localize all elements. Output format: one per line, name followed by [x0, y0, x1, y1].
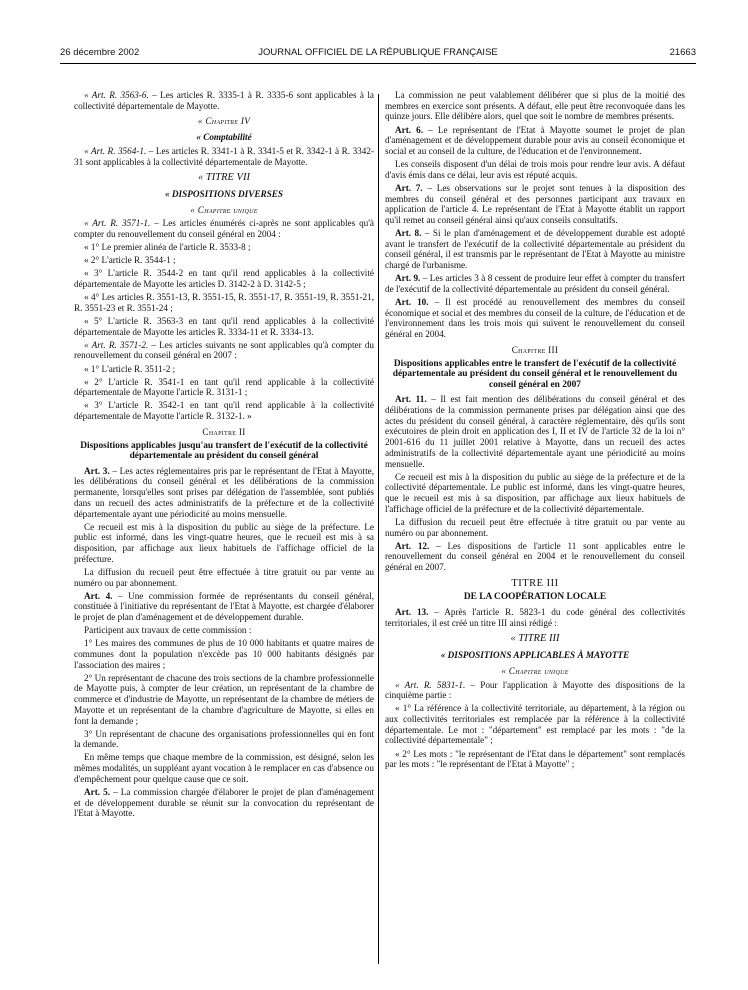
paragraph: La diffusion du recueil peut être effectuée à titre gratuit ou par vente au numéro ou par abonnement.	[385, 516, 685, 538]
list-item: 1° Les maires des communes de plus de 10 000 habitants et quatre maires de communes dont la population n'excède pas 10 000 habitants désignés par l'association des maires ;	[74, 638, 374, 670]
paragraph: « Art. R. 5831-1. – Pour l'application à Mayotte des dispositions de la cinquième partie :	[385, 679, 685, 701]
chapter-heading: Chapitre II	[202, 426, 246, 437]
chapter-title: Dispositions applicables entre le transfert de l'exécutif de la collectivité départementale au président du conseil général et le renouvellement du conseil général en 2007	[392, 358, 678, 390]
page-header	[60, 47, 696, 61]
list-item: « 2° L'article R. 3541-1 en tant qu'il rend applicable à la collectivité départementale de Mayotte l'article R. 3131-1 ;	[74, 376, 374, 398]
paragraph: La commission ne peut valablement délibérer que si plus de la moitié des membres en exercice sont présents. A défaut, elle peut être reconvoquée dans les quinze jours. Elle délibère alors, quel que soit le nombre de membres présents.	[385, 90, 685, 122]
title-heading: « TITRE VII	[198, 172, 250, 184]
title-heading: TITRE III	[511, 577, 559, 589]
chapter-heading: « Chapitre unique	[190, 204, 258, 215]
title-heading: « TITRE III	[510, 633, 560, 645]
column-separator	[378, 94, 379, 964]
paragraph: « Art. R. 3571-2. – Les articles suivants ne sont applicables qu'à compter du renouvellement du conseil général en 2007 :	[74, 339, 375, 361]
header-rule	[60, 63, 696, 64]
article: Art. 6. – Le représentant de l'Etat à Mayotte soumet le projet de plan d'aménagement et de développement durable pour avis au conseil économique et social et au conseil de la culture, de l'éducation et de l'environnement.	[385, 124, 685, 156]
title-subheading: DE LA COOPÉRATION LOCALE	[463, 592, 607, 603]
paragraph: Les conseils disposent d'un délai de trois mois pour rendre leur avis. A défaut d'avis émis dans ce délai, leur avis est réputé acquis.	[385, 159, 685, 180]
list-item: « 2° L'article R. 3544-1 ;	[84, 255, 176, 266]
header-date: 26 décembre 2002	[60, 47, 140, 58]
article: Art. 12. – Les dispositions de l'article 11 sont applicables entre le renouvellement du conseil général en 2004 et le renouvellement du conseil général en 2007.	[385, 540, 686, 573]
header-journal-title: JOURNAL OFFICIEL DE LA RÉPUBLIQUE FRANÇAISE	[258, 47, 498, 58]
paragraph: En même temps que chaque membre de la commission, est désigné, selon les mêmes modalités, un suppléant ayant vocation à le remplacer en cas d'absence ou d'empêchement pour quelque cause que ce soit.	[74, 752, 374, 784]
article: Art. 5. – La commission chargée d'élaborer le projet de plan d'aménagement et de développement durable se réunit sur la convocation du représentant de l'Etat à Mayotte.	[74, 786, 374, 819]
header-page-number: 21663	[669, 47, 696, 58]
paragraph: « Art. R. 3563-6. – Les articles R. 3335-1 à R. 3335-6 sont applicables à la collectivité départementale de Mayotte.	[74, 90, 374, 111]
chapter-heading: « Chapitre IV	[197, 116, 251, 127]
chapter-heading: « Chapitre unique	[501, 665, 569, 676]
article: Art. 9. – Les articles 3 à 8 cessent de produire leur effet à compter du transfert de l'exécutif de la collectivité départementale au président du conseil général.	[385, 273, 685, 294]
title-subheading: « DISPOSITIONS APPLICABLES À MAYOTTE	[440, 650, 630, 661]
article: Art. 13. – Après l'article R. 5823-1 du code général des collectivités territoriales, il est créé un titre III ainsi rédigé :	[385, 607, 685, 628]
chapter-heading: Chapitre III	[511, 344, 559, 355]
paragraph: « Art. R. 3571-1. – Les articles énumérés ci-après ne sont applicables qu'à compter du renouvellement du conseil général en 2004 :	[74, 218, 374, 240]
paragraph: « Art. R. 3564-1. – Les articles R. 3341-1 à R. 3341-5 et R. 3342-1 à R. 3342-31 sont applicables à la collectivité départementale de Mayotte.	[74, 145, 375, 167]
article: Art. 4. – Une commission formée de représentants du conseil général, constituée à l'initiative du représentant de l'Etat à Mayotte, est chargée d'élaborer le projet de plan d'aménagement et de développement durable.	[74, 590, 374, 622]
paragraph: Ce recueil est mis à la disposition du public au siège de la préfecture. Le public est informé, dans les vingt-quatre heures, que le recueil est mis à sa disposition, par affichage aux lieux habituels de l'affichage officiel de la préfecture.	[74, 521, 374, 564]
paragraph: La diffusion du recueil peut être effectuée à titre gratuit ou par vente au numéro ou par abonnement.	[74, 566, 374, 588]
list-item: 2° Un représentant de chacune des trois sections de la chambre professionnelle de Mayotte puis, à compter de leur création, un représentant de la chambre de commerce et d'industrie de Mayotte, un représentant de la chambre de métiers de Mayotte et un représentant de la chambre d'agriculture de Mayotte, si elles en font la demande ;	[74, 672, 374, 726]
article: Art. 8. – Si le plan d'aménagement et de développement durable est adopté avant le transfert de l'exécutif de la collectivité départementale au président du conseil général, il est transmis par le représentant de l'Etat à Mayotte au ministre chargé de l'urbanisme.	[385, 228, 685, 271]
paragraph: Participent aux travaux de cette commission :	[84, 625, 252, 636]
section-heading: « Comptabilité	[196, 132, 252, 143]
list-item: « 1° L'article R. 3511-2 ;	[84, 363, 176, 374]
left-column	[74, 90, 374, 821]
list-item: « 1° Le premier alinéa de l'article R. 3533-8 ;	[84, 242, 251, 253]
list-item: « 1° La référence à la collectivité territoriale, au département, à la région ou aux collectivités territoriales est remplacée par la référence à la collectivité départementale. Le mot : "département" est remplacé par les mots : "de la collectivité départementale" ;	[385, 703, 685, 746]
paragraph: Ce recueil est mis à la disposition du public au siège de la préfecture et de la collectivité départementale. Le public est informé, dans les vingt-quatre heures, que le recueil est mis à sa disposition, par affichage aux lieux habituels de l'affichage officiel de la préfecture et de la collectivité départementale.	[385, 471, 685, 514]
list-item: « 4° Les articles R. 3551-13, R. 3551-15, R. 3551-17, R. 3551-19, R. 3551-21, R. 3551-23 et R. 3551-24 ;	[74, 292, 374, 313]
article: Art. 11. – Il est fait mention des délibérations du conseil général et des délibérations de la commission permanente prises par délégation ainsi que des actes du président du conseil général, à caractère réglementaire, dès qu'ils sont exécutoires de plein droit en application des I, II et IV de l'article 32 de la loi n° 2001-616 du 11 juillet 2001 relative à Mayotte, dans un recueil des actes administratifs de la collectivité départementale ayant une périodicité au moins mensuelle.	[385, 394, 686, 469]
list-item: « 5° L'article R. 3563-3 en tant qu'il rend applicables à la collectivité départementale de Mayotte les articles R. 3334-11 et R. 3334-13.	[74, 315, 374, 337]
list-item: 3° Un représentant de chacune des organisations professionnelles qui en font la demande.	[74, 728, 374, 750]
article: Art. 3. – Les actes réglementaires pris par le représentant de l'Etat à Mayotte, les délibérations du conseil général et les délibérations de la commission permanente, lorsqu'elles sont prises par délégation de l'assemblée, sont publiés dans un recueil des actes administratifs de la préfecture et de la collectivité départementale ayant une périodicité au moins mensuelle.	[74, 465, 374, 519]
article: Art. 7. – Les observations sur le projet sont tenues à la disposition des membres du conseil général et des personnes participant aux travaux en application de l'article 4. Le représentant de l'Etat à Mayotte établit un rapport qu'il remet au conseil général ainsi qu'aux conseils consultatifs.	[385, 182, 685, 225]
list-item: « 3° L'article R. 3544-2 en tant qu'il rend applicables à la collectivité départementale de Mayotte les articles D. 3142-2 à D. 3142-5 ;	[74, 268, 374, 290]
right-column	[385, 90, 685, 772]
article: Art. 10. – Il est procédé au renouvellement des membres du conseil économique et social et des membres du conseil de la culture, de l'éducation et de l'environnement dans les trois mois qui suivent le renouvellement du conseil général en 2004.	[385, 297, 685, 340]
title-subheading: « DISPOSITIONS DIVERSES	[165, 188, 283, 199]
list-item: « 2° Les mots : "le représentant de l'Etat dans le département" sont remplacés par les mots : "le représentant de l'Etat à Mayotte" ;	[385, 748, 685, 770]
list-item: « 3° L'article R. 3542-1 en tant qu'il rend applicable à la collectivité départementale de Mayotte l'article R. 3132-1. »	[74, 400, 374, 422]
chapter-title: Dispositions applicables jusqu'au transfert de l'exécutif de la collectivité départementale au président du conseil général	[80, 440, 368, 462]
